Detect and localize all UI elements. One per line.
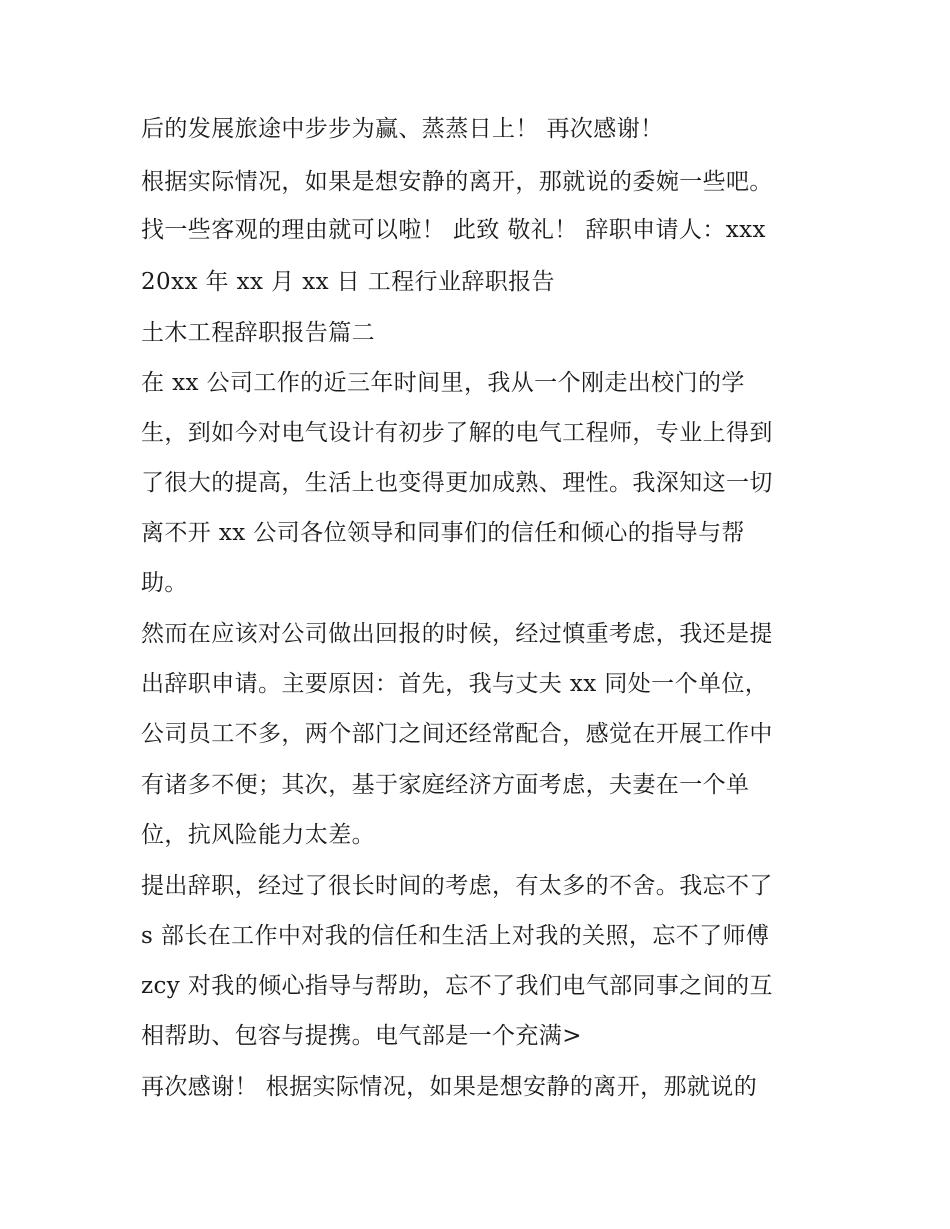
text-line: 再次感谢！ 根据实际情况，如果是想安静的离开，那就说的 bbox=[141, 1074, 758, 1100]
text-line: 根据实际情况，如果是想安静的离开，那就说的委婉一些吧。 bbox=[141, 169, 773, 195]
text-line: 在 xx 公司工作的近三年时间里，我从一个刚走出校门的学 bbox=[141, 370, 745, 396]
text-line: 助。 bbox=[141, 570, 188, 596]
text-line: 后的发展旅途中步步为赢、蒸蒸日上！ 再次感谢！ bbox=[141, 116, 664, 142]
text-line: 了很大的提高，生活上也变得更加成熟、理性。我深知这一切 bbox=[141, 470, 773, 496]
text-line: 公司员工不多，两个部门之间还经常配合，感觉在开展工作中 bbox=[141, 721, 773, 747]
text-line: 相帮助、包容与提携。电气部是一个充满> bbox=[141, 1023, 582, 1049]
text-line: 然而在应该对公司做出回报的时候，经过慎重考虑，我还是提 bbox=[141, 621, 773, 647]
text-line: 离不开 xx 公司各位领导和同事们的信任和倾心的指导与帮 bbox=[141, 520, 745, 546]
text-line: s 部长在工作中对我的信任和生活上对我的关照，忘不了师傅 bbox=[141, 923, 770, 949]
text-line: 位，抗风险能力太差。 bbox=[141, 822, 375, 848]
text-line: 有诸多不便；其次，基于家庭经济方面考虑，夫妻在一个单 bbox=[141, 772, 750, 798]
text-line: 20xx 年 xx 月 xx 日 工程行业辞职报告 bbox=[141, 269, 555, 295]
text-line: 出辞职申请。主要原因：首先，我与丈夫 xx 同处一个单位， bbox=[141, 671, 769, 697]
text-line: 生，到如今对电气设计有初步了解的电气工程师，专业上得到 bbox=[141, 420, 773, 446]
section-heading: 土木工程辞职报告篇二 bbox=[141, 320, 375, 346]
text-line: 提出辞职，经过了很长时间的考虑，有太多的不舍。我忘不了 bbox=[141, 873, 773, 899]
text-line: 找一些客观的理由就可以啦！ 此致 敬礼！ 辞职申请人：xxx bbox=[141, 217, 766, 243]
text-line: zcy 对我的倾心指导与帮助，忘不了我们电气部同事之间的互 bbox=[141, 973, 773, 999]
